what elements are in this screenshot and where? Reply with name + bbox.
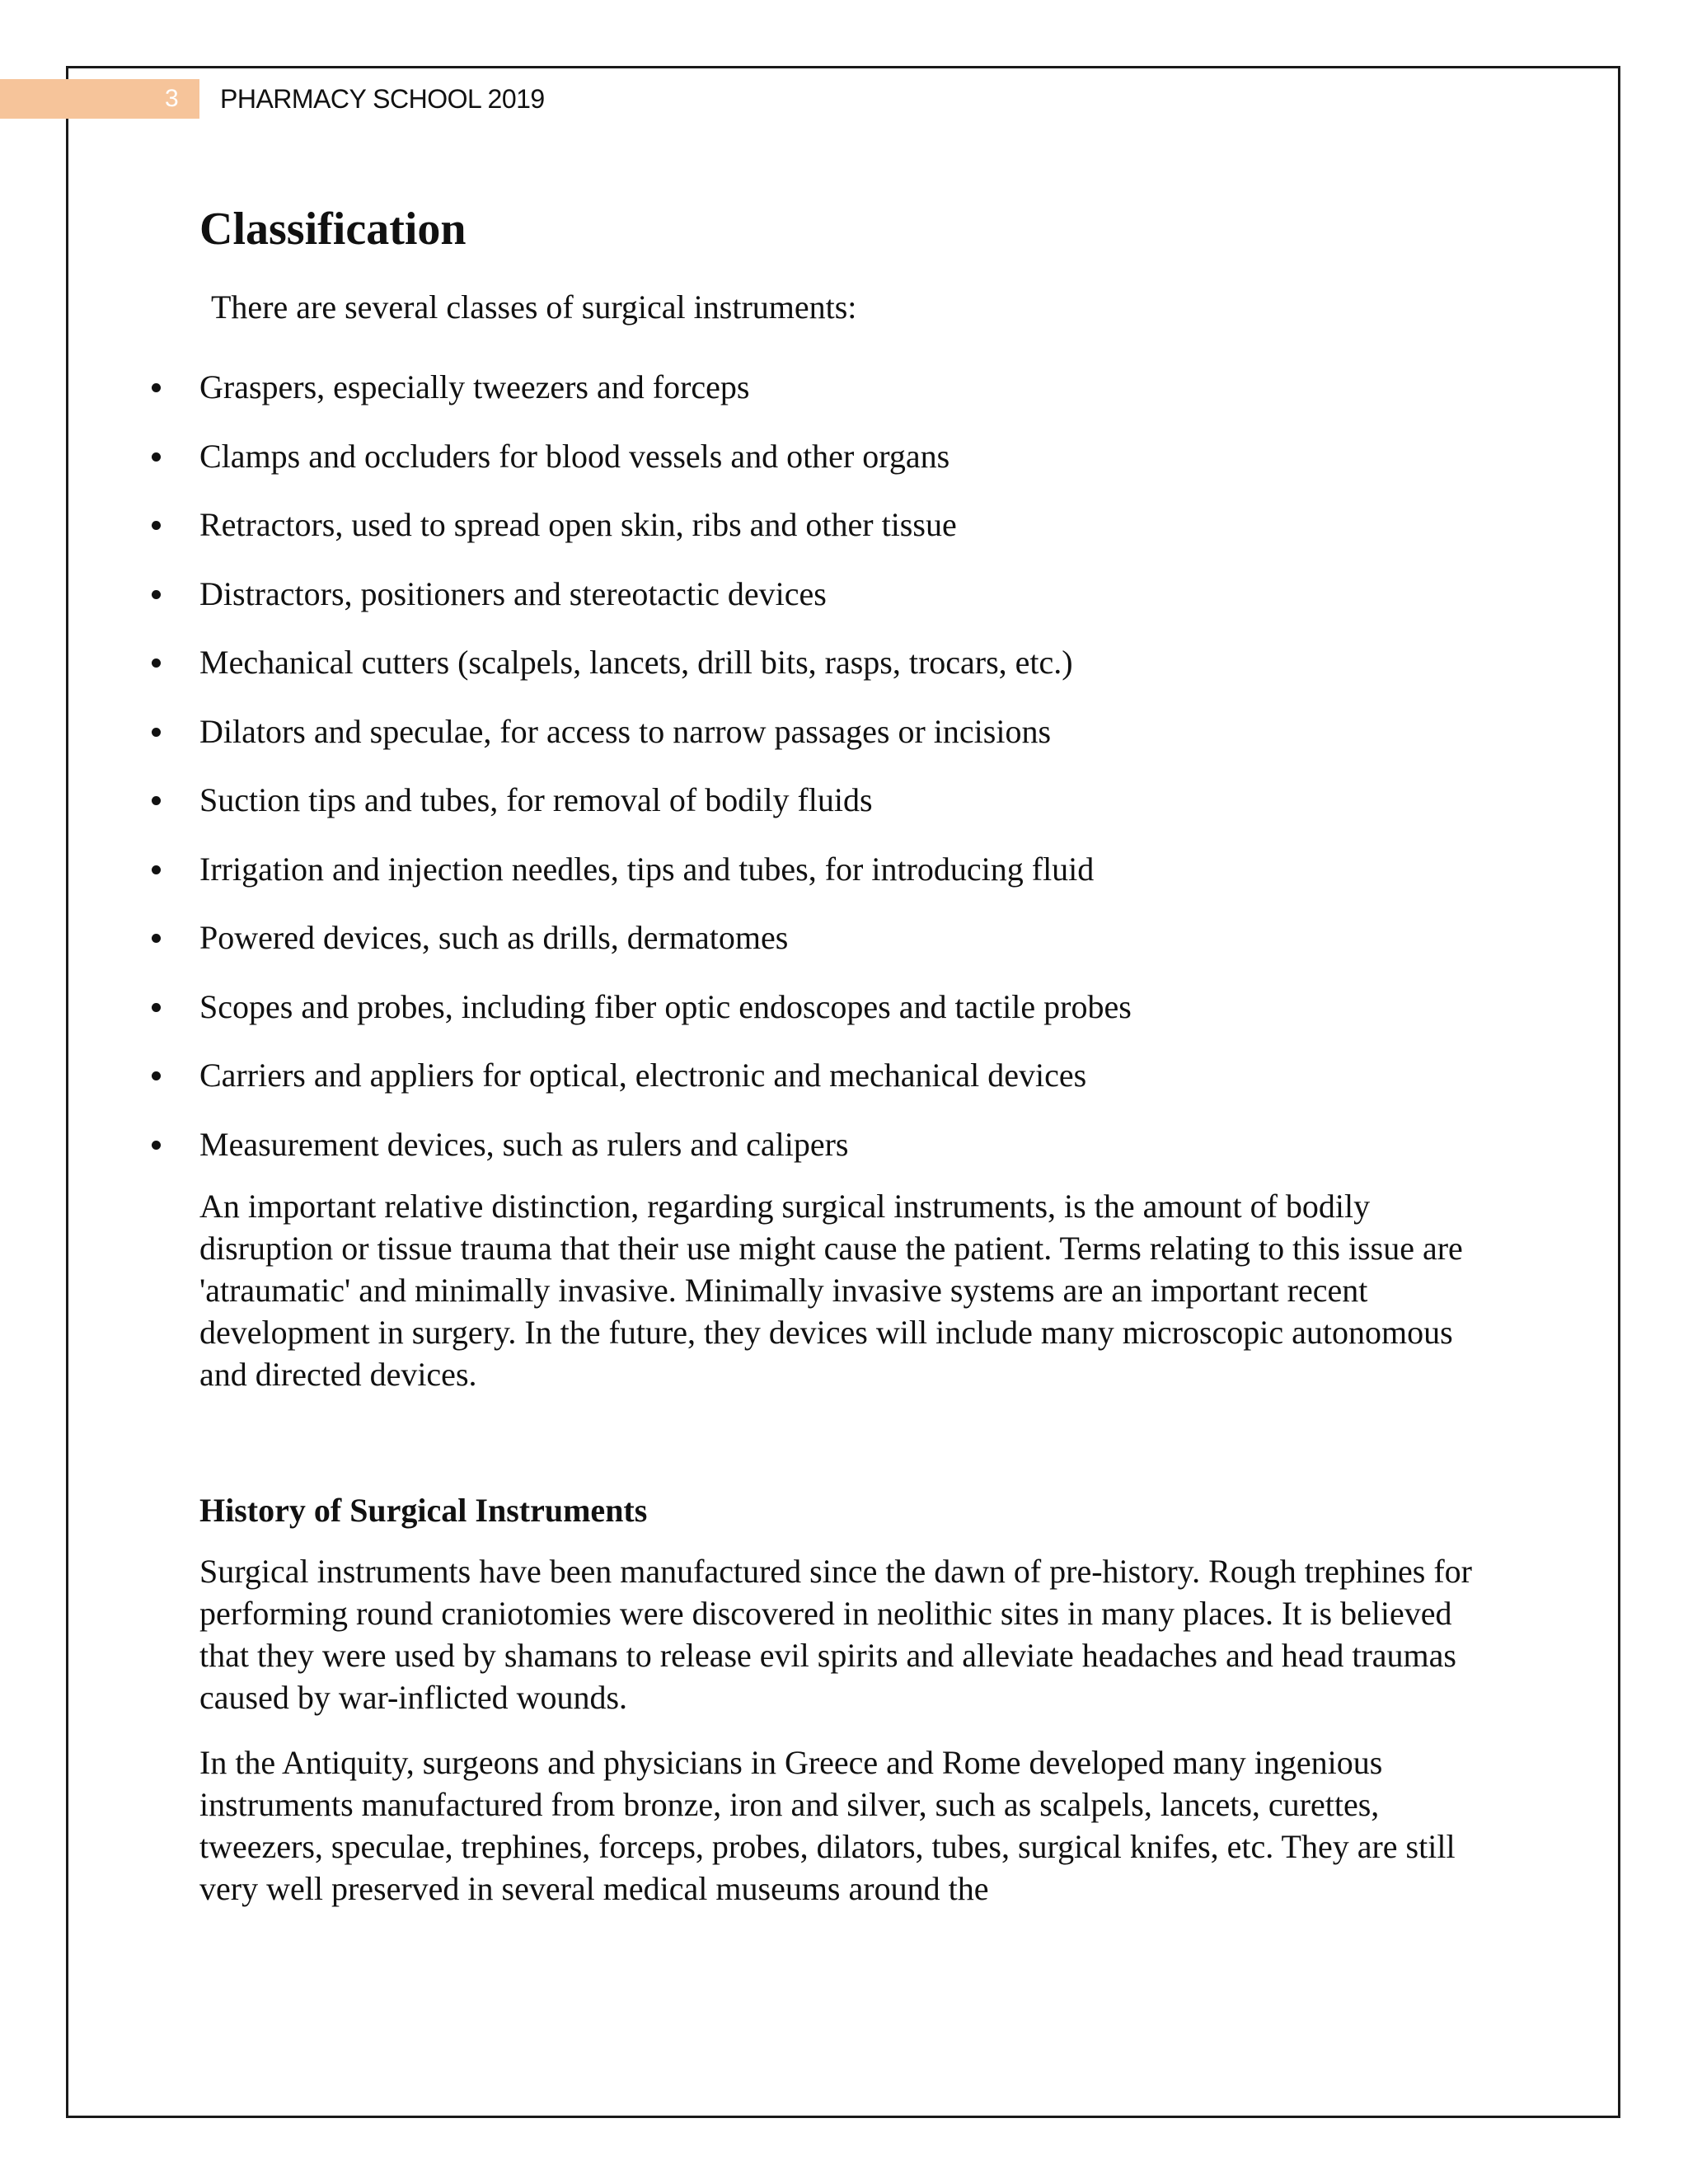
list-item-text: Measurement devices, such as rulers and calipers (199, 1125, 849, 1163)
bullet-icon (152, 658, 161, 668)
list-item-text: Irrigation and injection needles, tips and tubes, for introducing fluid (199, 850, 1095, 888)
bullet-icon (152, 452, 161, 462)
list-item-text: Powered devices, such as drills, dermatomes (199, 919, 789, 956)
page-content (199, 190, 1518, 1910)
bullet-icon (152, 865, 161, 874)
list-item-text: Clamps and occluders for blood vessels and other organs (199, 437, 950, 475)
list-item (199, 490, 1518, 560)
list-item-text: Graspers, especially tweezers and forceps (199, 368, 750, 405)
bullet-icon (152, 796, 161, 805)
distinction-paragraph: An important relative distinction, regarding surgical instruments, is the amount of bodily disruption or tissue trauma that their use might cause the patient. Terms relating to this issue are 'atraumatic' and minimally invasive. Minimally invasive systems are an important recent development in surgery. In the future, they devices will include many microscopic autonomous and directed devices. (199, 1188, 1463, 1393)
bullet-icon (152, 1003, 161, 1012)
list-item-text: Dilators and speculae, for access to narrow passages or incisions (199, 712, 1052, 750)
running-header-title: PHARMACY SCHOOL 2019 (220, 84, 545, 114)
list-item (199, 353, 1518, 422)
bullet-icon (152, 728, 161, 737)
list-item (199, 903, 1518, 972)
list-item (199, 422, 1518, 491)
bullet-icon (152, 1071, 161, 1080)
list-item (199, 560, 1518, 629)
list-item (199, 972, 1518, 1042)
section-intro: There are several classes of surgical instruments: (211, 288, 857, 326)
bullet-icon (152, 1141, 161, 1150)
list-item-text: Scopes and probes, including fiber optic endoscopes and tactile probes (199, 987, 1132, 1025)
page-number: 3 (165, 85, 179, 112)
bullet-icon (152, 383, 161, 392)
list-item (199, 835, 1518, 904)
bullet-icon (152, 590, 161, 599)
list-item (199, 766, 1518, 835)
history-paragraph: In the Antiquity, surgeons and physicians in Greece and Rome developed many ingenious instruments manufactured from bronze, iron and silver, such as scalpels, lancets, curettes, tweezers, speculae, trephines, forceps, probes, dilators, tubes, surgical knifes, etc. They are still very well preserved in several medical museums around the (199, 1744, 1456, 1907)
list-item-text: Retractors, used to spread open skin, ribs and other tissue (199, 506, 957, 543)
history-heading: History of Surgical Instruments (199, 1492, 648, 1529)
section-title: Classification (199, 204, 467, 255)
instrument-class-list (199, 353, 1518, 1179)
list-item (199, 628, 1518, 697)
history-paragraph: Surgical instruments have been manufactured since the dawn of pre-history. Rough trephines for performing round craniotomies were discovered in neolithic sites in many places. It is believed that they were used by shamans to release evil spirits and alleviate headaches and head traumas caused by war-inflicted wounds. (199, 1553, 1473, 1716)
bullet-icon (152, 521, 161, 530)
list-item-text: Distractors, positioners and stereotactic devices (199, 574, 827, 612)
list-item (199, 1041, 1518, 1110)
list-item (199, 697, 1518, 766)
list-item-text: Mechanical cutters (scalpels, lancets, drill bits, rasps, trocars, etc.) (199, 644, 1073, 681)
list-item-text: Carriers and appliers for optical, electronic and mechanical devices (199, 1057, 1087, 1094)
list-item-text: Suction tips and tubes, for removal of bodily fluids (199, 781, 873, 818)
bullet-icon (152, 934, 161, 943)
list-item (199, 1110, 1518, 1179)
